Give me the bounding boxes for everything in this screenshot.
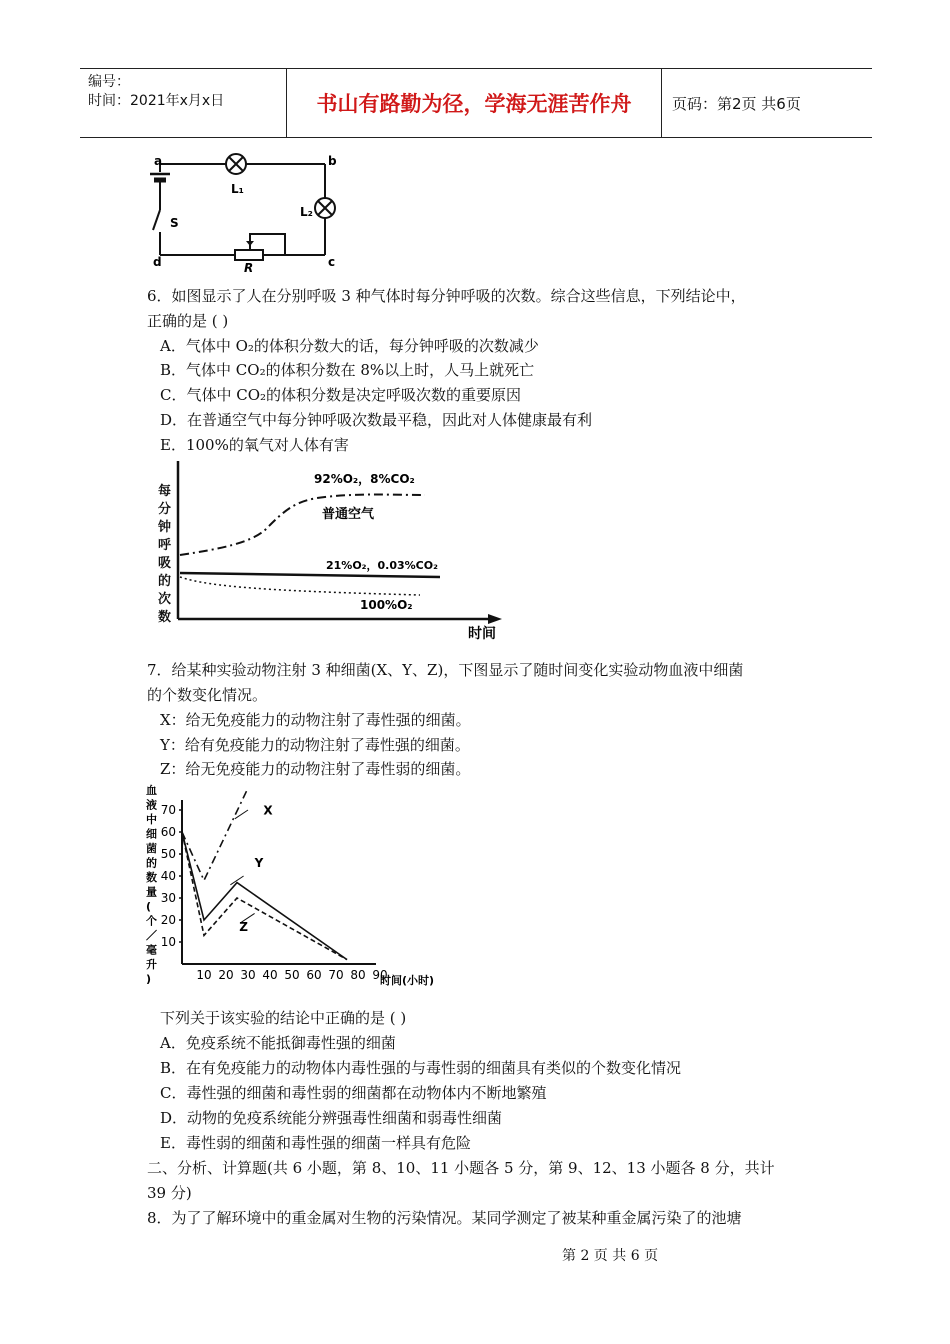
- y-tick-label: 40: [160, 869, 176, 883]
- q6-stem-line2: 正确的是 ( ): [147, 312, 229, 330]
- label-d: d: [153, 255, 162, 269]
- x-tick-label: 70: [328, 968, 344, 982]
- q6-stem-line1: 6．如图显示了人在分别呼吸 3 种气体时每分钟呼吸的次数。综合这些信息，下列结论中，: [147, 287, 746, 305]
- label-a: a: [154, 154, 163, 168]
- time-label: 时间：2021年x月x日: [88, 93, 225, 109]
- section2-line1: 二、分析、计算题(共 6 小题，第 8、10、11 小题各 5 分，第 9、12、13 小题各 8 分，共计: [147, 1159, 775, 1177]
- bacteria-ylabel-char: 量: [146, 885, 157, 899]
- xlabel-time: 时间: [468, 626, 496, 642]
- series-x-line: [182, 788, 248, 880]
- bacteria-ylabel-char: 血: [146, 784, 157, 797]
- bacteria-ylabel-char: 升: [146, 958, 157, 971]
- ylabel-char-8: 数: [158, 610, 172, 625]
- y-tick-label: 30: [160, 891, 176, 905]
- bacteria-xlabel: 时间(小时): [380, 974, 435, 987]
- x-tick-label: 50: [284, 968, 300, 982]
- bacteria-ylabel-char: (: [146, 900, 152, 913]
- series-z-label: Z: [239, 920, 248, 934]
- label-21o2: 21%O₂，0.03%CO₂: [326, 559, 438, 572]
- bacteria-ylabel-char: 数: [146, 871, 157, 884]
- y-tick-label: 70: [160, 803, 176, 817]
- lamp-l2: [315, 198, 335, 218]
- bacteria-ylabel-char: 的: [146, 856, 157, 870]
- footer-page: 第 2 页 共 6 页: [562, 1248, 659, 1264]
- q6-option-a: A．气体中 O₂的体积分数大的话，每分钟呼吸的次数减少: [160, 337, 539, 355]
- y-tick-label: 60: [160, 825, 176, 839]
- bacteria-ylabel-char: 毫: [146, 943, 157, 957]
- q7-line-y: Y：给有免疫能力的动物注射了毒性强的细菌。: [160, 736, 470, 754]
- q6-option-c: C．气体中 CO₂的体积分数是决定呼吸次数的重要原因: [160, 386, 522, 404]
- series-y-label: Y: [254, 856, 264, 871]
- ylabel-char-4: 呼: [158, 538, 172, 553]
- x-tick-label: 60: [306, 968, 322, 982]
- bacteria-ylabel-char: 中: [146, 813, 157, 826]
- y-tick-label: 10: [160, 935, 176, 949]
- q7-line-z: Z：给无免疫能力的动物注射了毒性弱的细菌。: [160, 760, 471, 778]
- y-tick-label: 20: [160, 913, 176, 927]
- x-tick-label: 40: [262, 968, 278, 982]
- q7-option-c: C．毒性强的细菌和毒性弱的细菌都在动物体内不断地繁殖: [160, 1084, 547, 1102]
- bacteria-chart: [140, 780, 460, 995]
- series-x-label: X: [263, 803, 273, 818]
- ylabel-char-2: 分: [158, 502, 172, 517]
- page-header: [80, 68, 872, 138]
- x-tick-label: 90: [372, 968, 388, 982]
- label-s: S: [170, 216, 179, 230]
- q7-line-x: X：给无免疫能力的动物注射了毒性强的细菌。: [160, 711, 471, 729]
- bacteria-ylabel-char: 菌: [146, 842, 157, 855]
- bacteria-ylabel-char: ／: [146, 929, 157, 942]
- q7-option-b: B．在有免疫能力的动物体内毒性强的与毒性弱的细菌具有类似的个数变化情况: [160, 1059, 682, 1077]
- q6-option-d: D．在普通空气中每分钟呼吸次数最平稳，因此对人体健康最有利: [160, 411, 593, 429]
- ylabel-char-1: 每: [158, 484, 172, 499]
- x-tick-label: 80: [350, 968, 366, 982]
- ylabel-char-5: 吸: [158, 556, 172, 571]
- number-label: 编号：: [88, 74, 130, 90]
- q7-stem-line1: 7．给某种实验动物注射 3 种细菌(X、Y、Z)，下图显示了随时间变化实验动物血液中细菌: [147, 661, 744, 679]
- q6-option-b: B．气体中 CO₂的体积分数在 8%以上时，人马上就死亡: [160, 361, 535, 379]
- curve-100o2: [180, 577, 420, 595]
- label-92o2: 92%O₂，8%CO₂: [314, 472, 415, 486]
- page-label: 页码：第2页 共6页: [672, 94, 801, 113]
- resistor-r: [235, 250, 263, 260]
- q7-option-a: A．免疫系统不能抵御毒性强的细菌: [160, 1034, 396, 1052]
- bacteria-ylabel-char: ): [146, 972, 152, 986]
- q7-stem-line2: 的个数变化情况。: [147, 686, 268, 704]
- label-b: b: [328, 154, 337, 168]
- bacteria-ylabel-char: 细: [146, 827, 157, 841]
- circuit-diagram: [140, 150, 350, 275]
- series-y-line: [182, 832, 347, 960]
- q6-option-e: E．100%的氧气对人体有害: [160, 436, 349, 454]
- ylabel-char-6: 的: [158, 574, 172, 589]
- label-r: R: [244, 261, 254, 275]
- section2-line2: 39 分): [147, 1184, 192, 1202]
- curve-normal-air: [180, 573, 440, 577]
- label-l2: L₂: [300, 205, 313, 219]
- curve-92o2-8co2: [180, 495, 425, 556]
- breathing-chart: [150, 455, 510, 645]
- series-z-line: [182, 832, 347, 960]
- header-meta: [80, 69, 287, 137]
- bacteria-ylabel-char: 个: [146, 914, 157, 928]
- y-tick-label: 50: [160, 847, 176, 861]
- x-tick-label: 20: [218, 968, 234, 982]
- q7-option-d: D．动物的免疫系统能分辨强毒性细菌和弱毒性细菌: [160, 1109, 503, 1127]
- motto: 书山有路勤为径，学海无涯苦作舟: [287, 69, 662, 137]
- lamp-l1: [226, 154, 246, 174]
- ylabel-char-7: 次: [158, 592, 172, 607]
- label-c: c: [328, 255, 336, 269]
- x-tick-label: 10: [196, 968, 212, 982]
- q7-option-e: E．毒性弱的细菌和毒性强的细菌一样具有危险: [160, 1134, 471, 1152]
- label-100o2: 100%O₂: [360, 598, 413, 612]
- ylabel-char-3: 钟: [158, 520, 172, 535]
- q7-question: 下列关于该实验的结论中正确的是 ( ): [160, 1009, 407, 1027]
- x-tick-label: 30: [240, 968, 256, 982]
- q8-stem: 8．为了了解环境中的重金属对生物的污染情况。某同学测定了被某种重金属污染了的池塘: [147, 1209, 742, 1227]
- bacteria-ylabel-char: 液: [146, 798, 157, 812]
- label-l1: L₁: [231, 182, 244, 196]
- label-normal-air: 普通空气: [322, 507, 375, 522]
